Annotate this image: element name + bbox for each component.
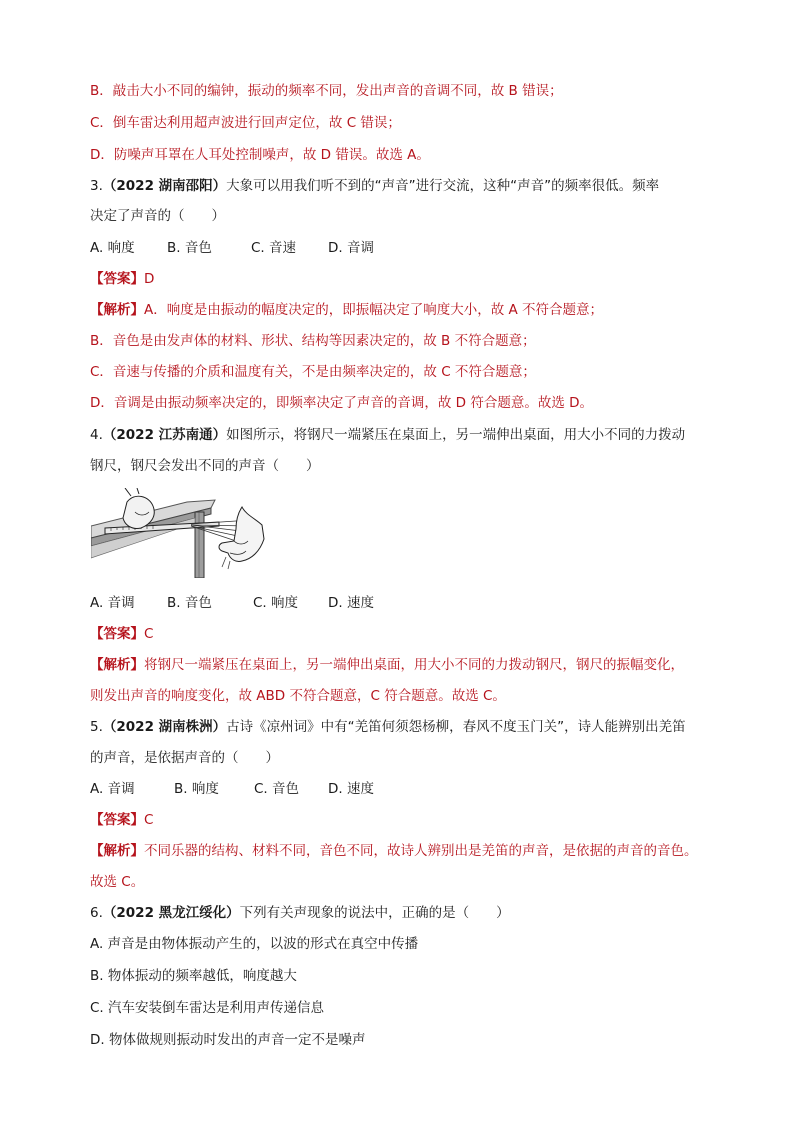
plucking-hand-figure <box>212 505 267 573</box>
q5-stem-line2: 的声音，是依据声音的（ ） <box>90 750 279 766</box>
q4-analysis-tag: 【解析】 <box>90 657 144 673</box>
q6-option-a: A. 声音是由物体振动产生的，以波的形式在真空中传播 <box>90 936 419 952</box>
prev-analysis-d: D．防噪声耳罩在人耳处控制噪声，故 D 错误。故选 A。 <box>90 147 430 163</box>
q5-answer-tag: 【答案】 <box>90 812 144 828</box>
q4-analysis-line2: 则发出声音的响度变化，故 ABD 不符合题意，C 符合题意。故选 C。 <box>90 688 506 704</box>
q4-option-c: C. 响度 <box>253 595 299 611</box>
q3-answer-tag: 【答案】 <box>90 271 144 287</box>
q4-option-b: B. 音色 <box>167 595 212 611</box>
q5-stem <box>90 717 686 737</box>
q5-answer-value: C <box>144 812 154 828</box>
q5-analysis-line1: 不同乐器的结构、材料不同，音色不同，故诗人辨别出是羌笛的声音，是依据的声音的音色。 <box>144 843 698 859</box>
q5-answer <box>90 810 153 830</box>
q6-option-c: C. 汽车安装倒车雷达是利用声传递信息 <box>90 1000 325 1016</box>
q3-stem <box>90 176 659 196</box>
prev-analysis-b: B．敲击大小不同的编钟，振动的频率不同，发出声音的音调不同，故 B 错误； <box>90 83 563 99</box>
q5-option-b: B. 响度 <box>174 781 219 797</box>
q5-source: （2022 湖南株洲） <box>102 719 227 735</box>
q3-option-a: A. 响度 <box>90 240 135 256</box>
q4-stem-line1: 如图所示，将钢尺一端紧压在桌面上，另一端伸出桌面，用大小不同的力拨动 <box>226 427 686 443</box>
q6-option-b: B. 物体振动的频率越低，响度越大 <box>90 968 297 984</box>
q3-analysis-line1: A．响度是由振动的幅度决定的，即振幅决定了响度大小，故 A 不符合题意； <box>144 302 604 318</box>
q6-option-d: D. 物体做规则振动时发出的声音一定不是噪声 <box>90 1032 366 1048</box>
q4-number: 4. <box>90 427 103 443</box>
q6-stem <box>90 903 510 923</box>
q4-option-d: D. 速度 <box>328 595 374 611</box>
q6-number: 6. <box>90 905 103 921</box>
q4-options <box>90 593 374 613</box>
q3-answer-value: D <box>144 271 155 287</box>
q5-option-d: D. 速度 <box>328 781 374 797</box>
q5-number: 5. <box>90 719 103 735</box>
q5-option-c: C. 音色 <box>254 781 300 797</box>
q3-option-b: B. 音色 <box>167 240 212 256</box>
q3-options <box>90 238 374 258</box>
q4-answer <box>90 624 153 644</box>
q3-option-c: C. 音速 <box>251 240 297 256</box>
q3-stem-line2: 决定了声音的（ ） <box>90 208 225 224</box>
q5-analysis-line2: 故选 C。 <box>90 874 145 890</box>
q3-option-d: D. 音调 <box>328 240 374 256</box>
q3-number: 3. <box>90 178 103 194</box>
q4-answer-tag: 【答案】 <box>90 626 144 642</box>
q4-stem-line2: 钢尺，钢尺会发出不同的声音（ ） <box>90 458 320 474</box>
q4-source: （2022 江苏南通） <box>102 427 227 443</box>
q4-option-a: A. 音调 <box>90 595 135 611</box>
prev-analysis-c: C．倒车雷达利用超声波进行回声定位，故 C 错误； <box>90 115 401 131</box>
q5-options <box>90 779 374 799</box>
q3-analysis-tag: 【解析】 <box>90 302 144 318</box>
q6-source: （2022 黑龙江绥化） <box>102 905 240 921</box>
q3-analysis-a <box>90 300 603 320</box>
q3-analysis-b: B．音色是由发声体的材料、形状、结构等因素决定的，故 B 不符合题意； <box>90 333 536 349</box>
q4-analysis <box>90 655 684 675</box>
q5-stem-line1: 古诗《凉州词》中有“羌笛何须怨杨柳，春风不度玉门关”，诗人能辨别出羌笛 <box>226 719 686 735</box>
q3-stem-line1: 大象可以用我们听不到的“声音”进行交流，这种“声音”的频率很低。频率 <box>226 178 660 194</box>
q5-analysis <box>90 841 698 861</box>
q3-answer <box>90 269 154 289</box>
q5-analysis-tag: 【解析】 <box>90 843 144 859</box>
q4-analysis-line1: 将钢尺一端紧压在桌面上，另一端伸出桌面，用大小不同的力拨动钢尺，钢尺的振幅变化， <box>144 657 684 673</box>
q6-stem-line1: 下列有关声现象的说法中，正确的是（ ） <box>239 905 510 921</box>
q4-answer-value: C <box>144 626 154 642</box>
q3-analysis-d: D．音调是由振动频率决定的，即频率决定了声音的音调，故 D 符合题意。故选 D。 <box>90 395 594 411</box>
q5-option-a: A. 音调 <box>90 781 135 797</box>
q3-source: （2022 湖南邵阳） <box>102 178 227 194</box>
q4-stem <box>90 425 685 445</box>
q3-analysis-c: C．音速与传播的介质和温度有关，不是由频率决定的，故 C 不符合题意； <box>90 364 536 380</box>
